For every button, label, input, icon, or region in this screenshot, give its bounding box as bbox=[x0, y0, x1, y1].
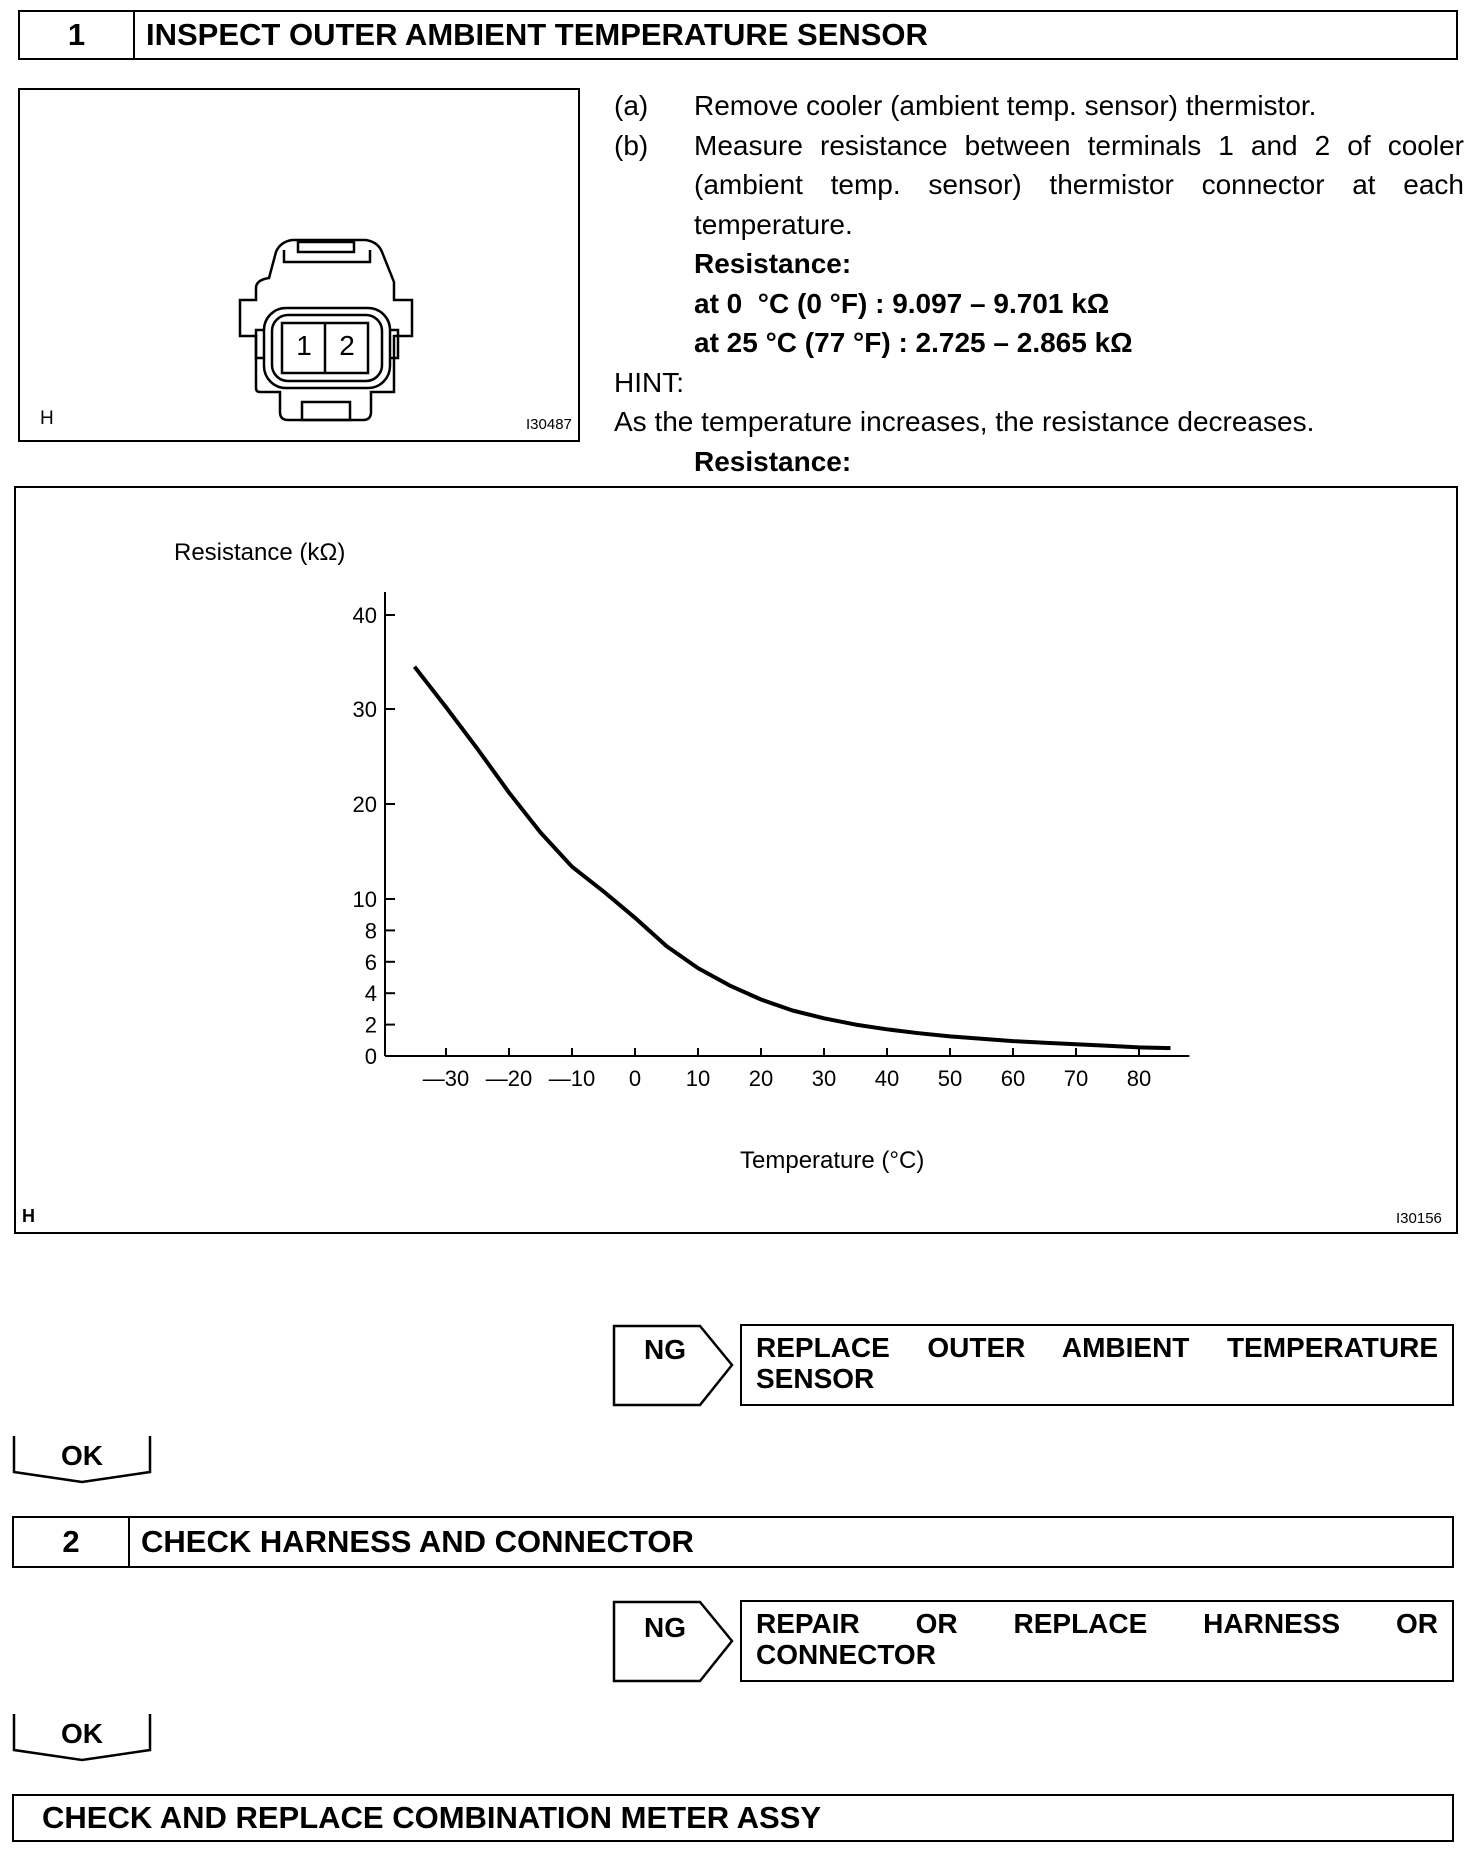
y-axis-title: Resistance (kΩ) bbox=[174, 539, 346, 566]
x-tick-label: —30 bbox=[422, 1066, 470, 1091]
ng-label: NG bbox=[644, 1612, 686, 1643]
x-tick-label: 70 bbox=[1063, 1066, 1089, 1091]
ng-action-line-1: REPLACE OUTER AMBIENT TEMPERATURE bbox=[756, 1332, 1438, 1363]
x-tick-label: —20 bbox=[485, 1066, 533, 1091]
y-tick-label: 40 bbox=[352, 603, 377, 628]
x-axis-title: Temperature (°C) bbox=[740, 1147, 925, 1174]
step-1-header bbox=[18, 10, 1458, 60]
y-tick-label: 20 bbox=[352, 792, 377, 817]
resistance-chart-figure bbox=[14, 486, 1458, 1234]
instruction-a bbox=[614, 86, 1464, 126]
hint-spec-label: Resistance: bbox=[694, 445, 852, 477]
y-tick-label: 6 bbox=[364, 949, 377, 975]
y-tick-label: 0 bbox=[364, 1044, 377, 1069]
y-tick-label: 4 bbox=[364, 981, 377, 1007]
ng-action-line-1: REPAIR OR REPLACE HARNESS OR bbox=[756, 1608, 1438, 1639]
x-tick-label: 20 bbox=[748, 1066, 774, 1091]
instruction-b bbox=[614, 126, 1464, 245]
figure-letter: H bbox=[40, 408, 54, 429]
ng-label: NG bbox=[644, 1334, 686, 1365]
figure-code: I30487 bbox=[526, 416, 572, 433]
hint-text: As the temperature increases, the resistance decreases. bbox=[614, 406, 1315, 437]
step-title: INSPECT OUTER AMBIENT TEMPERATURE SENSOR bbox=[146, 17, 928, 52]
x-tick-label: 0 bbox=[628, 1066, 642, 1091]
final-step-title: CHECK AND REPLACE COMBINATION METER ASSY bbox=[42, 1800, 822, 1835]
x-tick-label: 60 bbox=[1000, 1066, 1026, 1091]
resistance-chart bbox=[16, 488, 1460, 1236]
ng-action-line-2: CONNECTOR bbox=[756, 1639, 936, 1670]
instructions bbox=[614, 86, 1464, 481]
connector-figure bbox=[18, 88, 580, 442]
x-tick-label: 80 bbox=[1126, 1066, 1152, 1091]
pin-1-label: 1 bbox=[296, 330, 312, 361]
y-tick-label: 2 bbox=[364, 1012, 377, 1038]
connector-icon bbox=[20, 90, 582, 444]
y-tick-label: 30 bbox=[352, 697, 377, 722]
step-number: 2 bbox=[14, 1518, 130, 1566]
x-tick-label: —10 bbox=[548, 1066, 596, 1091]
instruction-text: Measure resistance between terminals 1 and 2 of cooler (ambient temp. sensor) thermistor connector at each temperature. bbox=[694, 129, 1464, 240]
hint-label: HINT: bbox=[614, 366, 684, 398]
ng-action-line-2: SENSOR bbox=[756, 1363, 875, 1394]
step-number: 1 bbox=[20, 12, 135, 58]
chart-figure-code: I30156 bbox=[1396, 1210, 1442, 1227]
ng-action-box bbox=[740, 1600, 1454, 1682]
spec-label: Resistance: bbox=[694, 248, 852, 279]
y-tick-label: 8 bbox=[364, 918, 377, 944]
x-tick-label: 10 bbox=[685, 1066, 711, 1091]
ok-label: OK bbox=[61, 1440, 103, 1471]
chart-figure-letter: H bbox=[22, 1206, 35, 1226]
x-tick-label: 30 bbox=[811, 1066, 837, 1091]
final-step-header bbox=[12, 1794, 1454, 1842]
step-2-header bbox=[12, 1516, 1454, 1568]
instruction-text: Remove cooler (ambient temp. sensor) thermistor. bbox=[694, 90, 1317, 121]
spec-line-25c: at 25 °C (77 °F) : 2.725 – 2.865 kΩ bbox=[694, 327, 1133, 358]
instruction-marker: (b) bbox=[614, 129, 649, 161]
step-title: CHECK HARNESS AND CONNECTOR bbox=[141, 1524, 694, 1559]
spec-line-0c: at 0 °C (0 °F) : 9.097 – 9.701 kΩ bbox=[694, 287, 1110, 319]
ok-label: OK bbox=[61, 1718, 103, 1749]
x-tick-label: 40 bbox=[874, 1066, 900, 1091]
instruction-marker: (a) bbox=[614, 90, 649, 121]
pin-2-label: 2 bbox=[339, 330, 355, 361]
ng-action-box bbox=[740, 1324, 1454, 1406]
resistance-curve bbox=[415, 667, 1171, 1048]
y-tick-label: 10 bbox=[352, 887, 377, 912]
x-tick-label: 50 bbox=[937, 1066, 963, 1091]
